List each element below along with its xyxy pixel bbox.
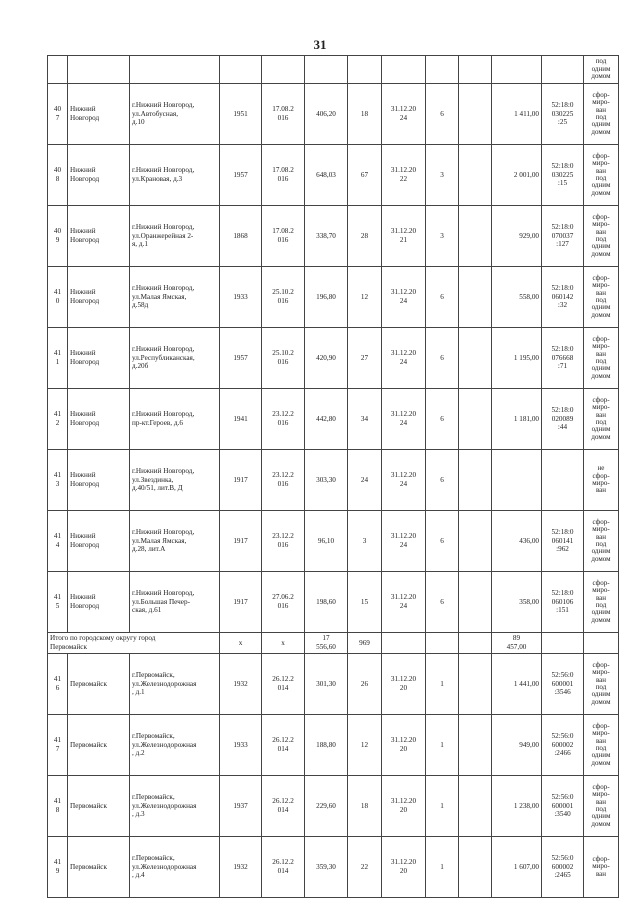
- residents-cell: 12: [348, 267, 382, 328]
- area-cell: 301,30: [305, 654, 348, 715]
- date-cell: 26.12.2 014: [262, 715, 305, 776]
- residents-cell: 22: [348, 837, 382, 898]
- row-number-cell: 40 7: [48, 84, 68, 145]
- cost-cell: 1 238,00: [492, 776, 542, 837]
- empty-cell: [542, 633, 584, 654]
- deadline-cell: 31.12.20 24: [382, 450, 426, 511]
- table-row: [48, 572, 619, 633]
- address-cell: г.Нижний Новгород, ул.Крановая, д.3: [130, 145, 220, 206]
- row-number-cell: 41 5: [48, 572, 68, 633]
- total-residents: 969: [348, 633, 382, 654]
- year-cell: 1932: [220, 654, 262, 715]
- deadline-cell: 31.12.20 24: [382, 84, 426, 145]
- deadline-cell: 31.12.20 24: [382, 511, 426, 572]
- status-cell: сфор- миро- ван под одним домом: [584, 84, 619, 145]
- cost-cell: 1 441,00: [492, 654, 542, 715]
- city-cell: Нижний Новгород: [68, 145, 130, 206]
- page-number: 31: [313, 37, 327, 52]
- empty-cell: [459, 145, 492, 206]
- city-cell: Первомайск: [68, 654, 130, 715]
- empty-cell: [459, 206, 492, 267]
- stage-cell: 6: [426, 511, 459, 572]
- city-cell: Нижний Новгород: [68, 328, 130, 389]
- empty-cell: [459, 715, 492, 776]
- row-number-cell: 41 8: [48, 776, 68, 837]
- address-cell: г.Нижний Новгород, пр-кт.Героев, д.6: [130, 389, 220, 450]
- area-cell: 198,60: [305, 572, 348, 633]
- year-cell: 1932: [220, 837, 262, 898]
- stage-cell: 6: [426, 389, 459, 450]
- area-cell: 359,30: [305, 837, 348, 898]
- year-cell: 1957: [220, 145, 262, 206]
- cadastral-cell: 52:56:0 600001 :3546: [542, 654, 584, 715]
- row-number-cell: 40 8: [48, 145, 68, 206]
- address-cell: г.Нижний Новгород, ул.Большая Печер- ская, д.61: [130, 572, 220, 633]
- status-cell: сфор- миро- ван под одним домом: [584, 572, 619, 633]
- status-cell: сфор- миро- ван под одним домом: [584, 776, 619, 837]
- cost-cell: 1 181,00: [492, 389, 542, 450]
- housing-registry-table: [47, 55, 619, 898]
- city-cell: Нижний Новгород: [68, 84, 130, 145]
- residents-cell: 28: [348, 206, 382, 267]
- total-date: х: [262, 633, 305, 654]
- year-cell: 1933: [220, 267, 262, 328]
- address-cell: г.Нижний Новгород, ул.Оранжерейная 2- я, д.1: [130, 206, 220, 267]
- area-cell: 188,80: [305, 715, 348, 776]
- status-cell: сфор- миро- ван под одним домом: [584, 654, 619, 715]
- deadline-cell: 31.12.20 21: [382, 206, 426, 267]
- date-cell: 25.10.2 016: [262, 267, 305, 328]
- cost-cell: 2 001,00: [492, 145, 542, 206]
- row-number-cell: 41 7: [48, 715, 68, 776]
- status-cell: сфор- миро- ван: [584, 837, 619, 898]
- date-cell: 27.06.2 016: [262, 572, 305, 633]
- cost-cell: 1 195,00: [492, 328, 542, 389]
- deadline-cell: 31.12.20 24: [382, 572, 426, 633]
- empty-cell: [459, 450, 492, 511]
- table-row: [48, 776, 619, 837]
- date-cell: 23.12.2 016: [262, 389, 305, 450]
- status-cell: сфор- миро- ван под одним домом: [584, 328, 619, 389]
- table-row: [48, 206, 619, 267]
- area-cell: 442,80: [305, 389, 348, 450]
- deadline-cell: 31.12.20 24: [382, 389, 426, 450]
- cadastral-cell: 52:18:0 060141 :962: [542, 511, 584, 572]
- row-number-cell: 41 2: [48, 389, 68, 450]
- stage-cell: 6: [426, 450, 459, 511]
- city-cell: Первомайск: [68, 837, 130, 898]
- year-cell: 1951: [220, 84, 262, 145]
- date-cell: 17.08.2 016: [262, 84, 305, 145]
- address-cell: г.Нижний Новгород, ул.Малая Ямская, д.28, лит.А: [130, 511, 220, 572]
- address-cell: г.Первомайск, ул.Железнодорожная , д.4: [130, 837, 220, 898]
- total-label: Итого по городскому округу город Первомайск: [48, 633, 220, 654]
- table-row: [48, 511, 619, 572]
- empty-cell: [459, 267, 492, 328]
- date-cell: 23.12.2 016: [262, 450, 305, 511]
- city-cell: Нижний Новгород: [68, 206, 130, 267]
- cost-cell: 949,00: [492, 715, 542, 776]
- empty-cell: [459, 654, 492, 715]
- cost-cell: 1 607,00: [492, 837, 542, 898]
- cadastral-cell: [542, 450, 584, 511]
- address-cell: г.Первомайск, ул.Железнодорожная , д.3: [130, 776, 220, 837]
- address-cell: г.Нижний Новгород, ул.Звездинка, д.40/51, лит.В, Д: [130, 450, 220, 511]
- stage-cell: 3: [426, 145, 459, 206]
- total-row: [48, 633, 619, 654]
- stage-cell: 1: [426, 715, 459, 776]
- cost-cell: 558,00: [492, 267, 542, 328]
- empty-cell: [382, 633, 426, 654]
- empty-cell: [459, 572, 492, 633]
- year-cell: 1917: [220, 572, 262, 633]
- stage-cell: 1: [426, 654, 459, 715]
- cost-cell: 929,00: [492, 206, 542, 267]
- area-cell: 648,03: [305, 145, 348, 206]
- date-cell: 26.12.2 014: [262, 837, 305, 898]
- stage-cell: 1: [426, 837, 459, 898]
- area-cell: 303,30: [305, 450, 348, 511]
- stage-cell: 6: [426, 84, 459, 145]
- empty-cell: [459, 511, 492, 572]
- cost-cell: 1 411,00: [492, 84, 542, 145]
- empty-cell: [584, 633, 619, 654]
- stage-cell: 6: [426, 572, 459, 633]
- city-cell: Нижний Новгород: [68, 450, 130, 511]
- cadastral-cell: 52:18:0 030225 :15: [542, 145, 584, 206]
- address-cell: г.Нижний Новгород, ул.Малая Ямская, д.58д: [130, 267, 220, 328]
- stage-cell: 1: [426, 776, 459, 837]
- status-cell: под одним домом: [584, 56, 619, 84]
- date-cell: 25.10.2 016: [262, 328, 305, 389]
- cadastral-cell: 52:18:0 060142 :32: [542, 267, 584, 328]
- row-number-cell: 41 3: [48, 450, 68, 511]
- year-cell: 1917: [220, 511, 262, 572]
- city-cell: Нижний Новгород: [68, 511, 130, 572]
- stage-cell: 6: [426, 328, 459, 389]
- cadastral-cell: 52:18:0 070037 :127: [542, 206, 584, 267]
- status-cell: сфор- миро- ван под одним домом: [584, 389, 619, 450]
- city-cell: Нижний Новгород: [68, 389, 130, 450]
- empty-cell: [459, 776, 492, 837]
- table-row: [48, 389, 619, 450]
- city-cell: Нижний Новгород: [68, 267, 130, 328]
- total-year: х: [220, 633, 262, 654]
- deadline-cell: 31.12.20 24: [382, 328, 426, 389]
- empty-cell: [459, 633, 492, 654]
- area-cell: 229,60: [305, 776, 348, 837]
- year-cell: 1868: [220, 206, 262, 267]
- table-row: [48, 715, 619, 776]
- cadastral-cell: 52:56:0 600002 :2465: [542, 837, 584, 898]
- residents-cell: 18: [348, 776, 382, 837]
- stage-cell: 6: [426, 267, 459, 328]
- area-cell: 338,70: [305, 206, 348, 267]
- cadastral-cell: 52:56:0 600001 :3540: [542, 776, 584, 837]
- cadastral-cell: 52:18:0 076668 :71: [542, 328, 584, 389]
- city-cell: Первомайск: [68, 715, 130, 776]
- cost-cell: 436,00: [492, 511, 542, 572]
- empty-cell: [426, 633, 459, 654]
- cadastral-cell: 52:56:0 600002 :2466: [542, 715, 584, 776]
- cadastral-cell: 52:18:0 030225 :25: [542, 84, 584, 145]
- residents-cell: 12: [348, 715, 382, 776]
- empty-cell: [459, 389, 492, 450]
- stage-cell: 3: [426, 206, 459, 267]
- residents-cell: 26: [348, 654, 382, 715]
- status-cell: сфор- миро- ван под одним домом: [584, 511, 619, 572]
- total-cost: 89 457,00: [492, 633, 542, 654]
- year-cell: 1933: [220, 715, 262, 776]
- residents-cell: 18: [348, 84, 382, 145]
- cost-cell: [492, 450, 542, 511]
- area-cell: 196,80: [305, 267, 348, 328]
- row-number-cell: 41 6: [48, 654, 68, 715]
- residents-cell: 3: [348, 511, 382, 572]
- address-cell: г.Первомайск, ул.Железнодорожная , д.1: [130, 654, 220, 715]
- area-cell: 420,90: [305, 328, 348, 389]
- deadline-cell: 31.12.20 22: [382, 145, 426, 206]
- address-cell: г.Нижний Новгород, ул.Автобусная, д.10: [130, 84, 220, 145]
- deadline-cell: 31.12.20 20: [382, 654, 426, 715]
- table-row: [48, 450, 619, 511]
- cadastral-cell: 52:18:0 060106 :151: [542, 572, 584, 633]
- table-row: [48, 267, 619, 328]
- deadline-cell: 31.12.20 20: [382, 715, 426, 776]
- residents-cell: 27: [348, 328, 382, 389]
- table-row: [48, 837, 619, 898]
- status-cell: сфор- миро- ван под одним домом: [584, 715, 619, 776]
- address-cell: г.Нижний Новгород, ул.Республиканская, д.20б: [130, 328, 220, 389]
- deadline-cell: 31.12.20 20: [382, 837, 426, 898]
- status-cell: сфор- миро- ван под одним домом: [584, 145, 619, 206]
- year-cell: 1937: [220, 776, 262, 837]
- row-number-cell: 41 9: [48, 837, 68, 898]
- row-number-cell: 41 1: [48, 328, 68, 389]
- table-row: [48, 145, 619, 206]
- date-cell: 17.08.2 016: [262, 145, 305, 206]
- status-cell: сфор- миро- ван под одним домом: [584, 267, 619, 328]
- residents-cell: 15: [348, 572, 382, 633]
- table-body: [48, 56, 619, 898]
- total-area: 17 556,60: [305, 633, 348, 654]
- address-cell: г.Первомайск, ул.Железнодорожная , д.2: [130, 715, 220, 776]
- date-cell: 23.12.2 016: [262, 511, 305, 572]
- year-cell: 1957: [220, 328, 262, 389]
- row-number-cell: 41 4: [48, 511, 68, 572]
- status-cell: сфор- миро- ван под одним домом: [584, 206, 619, 267]
- residents-cell: 34: [348, 389, 382, 450]
- row-number-cell: 41 0: [48, 267, 68, 328]
- residents-cell: 24: [348, 450, 382, 511]
- date-cell: 26.12.2 014: [262, 776, 305, 837]
- residents-cell: 67: [348, 145, 382, 206]
- empty-cell: [459, 84, 492, 145]
- year-cell: 1941: [220, 389, 262, 450]
- row-number-cell: 40 9: [48, 206, 68, 267]
- cadastral-cell: 52:18:0 020089 :44: [542, 389, 584, 450]
- area-cell: 406,20: [305, 84, 348, 145]
- table-row: [48, 84, 619, 145]
- empty-cell: [459, 328, 492, 389]
- table-row: [48, 328, 619, 389]
- year-cell: 1917: [220, 450, 262, 511]
- table-row-continuation: [48, 56, 619, 84]
- city-cell: Первомайск: [68, 776, 130, 837]
- date-cell: 26.12.2 014: [262, 654, 305, 715]
- cost-cell: 358,00: [492, 572, 542, 633]
- status-cell: не сфор- миро- ван: [584, 450, 619, 511]
- area-cell: 96,10: [305, 511, 348, 572]
- empty-cell: [459, 837, 492, 898]
- table-row: [48, 654, 619, 715]
- city-cell: Нижний Новгород: [68, 572, 130, 633]
- deadline-cell: 31.12.20 24: [382, 267, 426, 328]
- date-cell: 17.08.2 016: [262, 206, 305, 267]
- deadline-cell: 31.12.20 20: [382, 776, 426, 837]
